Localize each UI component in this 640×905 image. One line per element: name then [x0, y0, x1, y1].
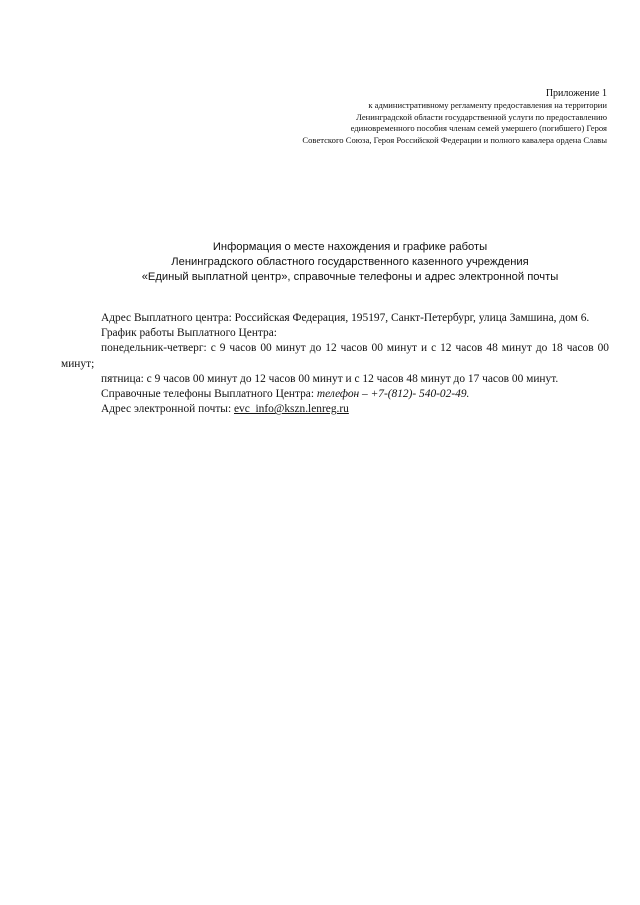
phones-label: Справочные телефоны Выплатного Центра: — [101, 388, 317, 401]
phone-number: телефон – +7-(812)- 540-02-49. — [316, 388, 470, 401]
schedule-fri: пятница: с 9 часов 00 минут до 12 часов 00 минут и с 12 часов 48 минут до 17 часов 00 минут. — [101, 372, 559, 385]
document-heading — [60, 240, 640, 285]
appendix-block — [227, 88, 607, 146]
schedule-mon-thu: понедельник-четверг: с 9 часов 00 минут до 12 часов 00 минут и с 12 часов 48 минут до 18 часов 00 минут; — [61, 342, 609, 370]
heading-line-3: «Единый выплатной центр», справочные телефоны и адрес электронной почты — [141, 271, 559, 283]
address-paragraph: Адрес Выплатного центра: Российская Федерация, 195197, Санкт-Петербург, улица Замшина, дом 6. — [101, 312, 590, 324]
heading-line-2: Ленинградского областного государственного казенного учреждения — [171, 256, 529, 268]
appendix-line-4: Советского Союза, Героя Российской Федерации и полного кавалера ордена Славы — [302, 134, 607, 145]
heading-line-1: Информация о месте нахождения и графике работы — [212, 241, 488, 253]
email-label: Адрес электронной почты: — [101, 403, 234, 416]
email-paragraph — [61, 402, 609, 417]
phones-paragraph — [61, 387, 609, 402]
email-link[interactable]: evc_info@kszn.lenreg.ru — [233, 403, 349, 416]
appendix-line-3: единовременного пособия членам семей умершего (погибшего) Героя — [350, 123, 607, 134]
document-body — [61, 311, 609, 417]
appendix-line-1: к административному регламенту предоставления на территории — [368, 100, 607, 110]
appendix-title: Приложение 1 — [545, 88, 607, 99]
schedule-title: График работы Выплатного Центра: — [101, 327, 277, 340]
appendix-line-2: Ленинградской области государственной услуги по предоставлению — [356, 111, 607, 122]
